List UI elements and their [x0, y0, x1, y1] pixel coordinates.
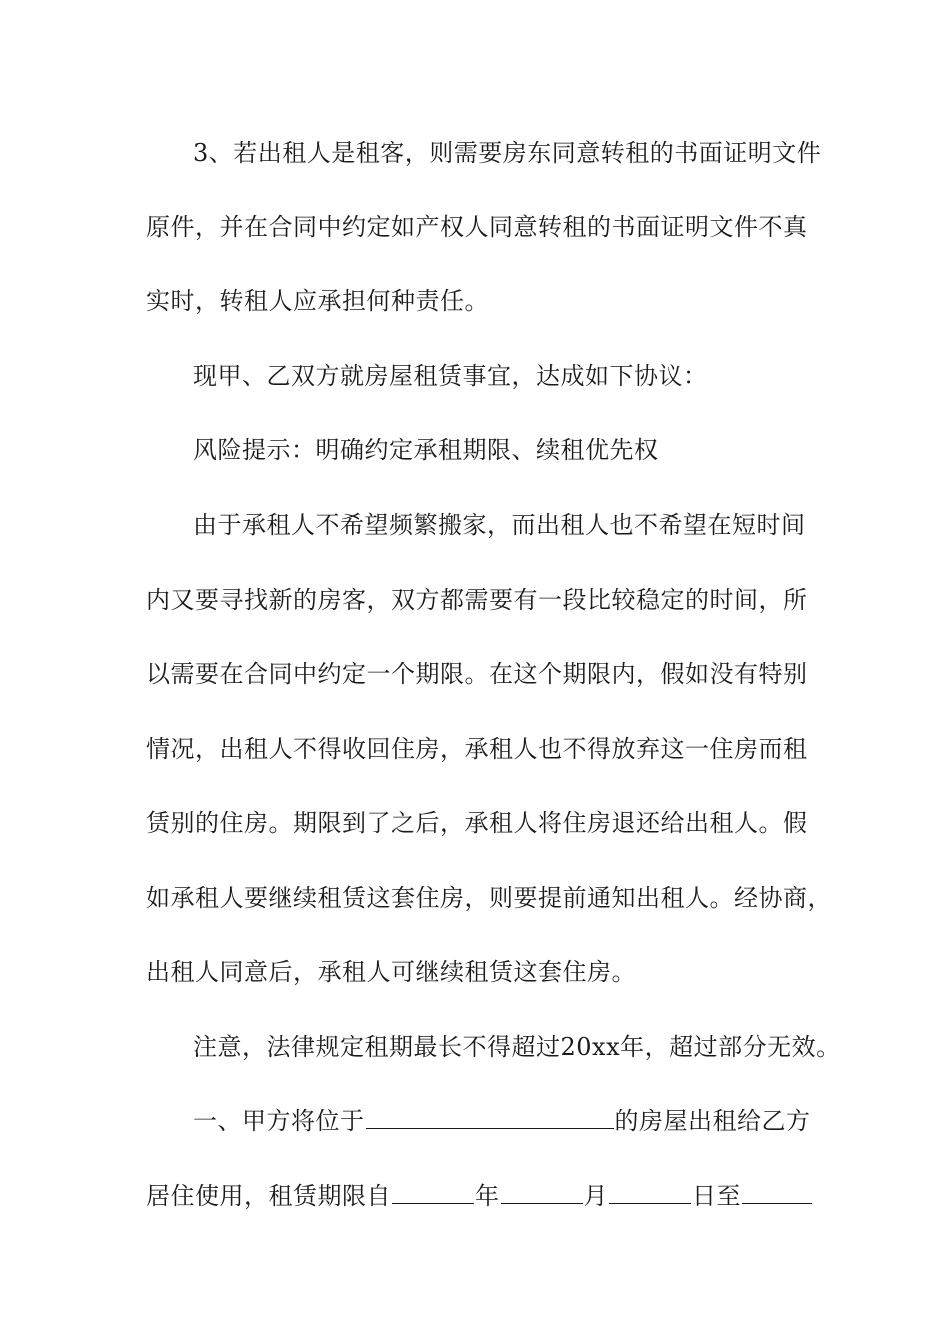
- paragraph-line: 如承租人要继续租赁这套住房，则要提前通知出租人。经协商，: [146, 884, 832, 912]
- start-month-blank[interactable]: [501, 1181, 583, 1204]
- paragraph-line: 出租人同意后，承租人可继续租赁这套住房。: [146, 958, 636, 986]
- term-prefix: 居住使用，租赁期限自: [146, 1182, 391, 1210]
- day-to-label: 日至: [692, 1182, 741, 1210]
- year-label: 年: [475, 1182, 500, 1210]
- month-label: 月: [583, 1182, 608, 1210]
- clause-line: [146, 1181, 813, 1211]
- paragraph-line: 原件，并在合同中约定如产权人同意转租的书面证明文件不真: [146, 213, 808, 241]
- start-day-blank[interactable]: [609, 1181, 691, 1204]
- paragraph-line: 以需要在合同中约定一个期限。在这个期限内，假如没有特别: [146, 660, 808, 688]
- paragraph-line: 赁别的住房。期限到了之后，承租人将住房退还给出租人。假: [146, 809, 808, 837]
- paragraph-line: 由于承租人不希望频繁搬家，而出租人也不希望在短时间: [193, 511, 806, 539]
- paragraph-line: 注意，法律规定租期最长不得超过20xx年，超过部分无效。: [193, 1033, 841, 1061]
- paragraph-line: 情况，出租人不得收回住房，承租人也不得放弃这一住房而租: [146, 735, 808, 763]
- clause-line: [193, 1106, 811, 1136]
- paragraph-line: 现甲、乙双方就房屋租赁事宜，达成如下协议：: [193, 362, 708, 390]
- paragraph-line: 内又要寻找新的房客，双方都需要有一段比较稳定的时间，所: [146, 586, 808, 614]
- start-year-blank[interactable]: [392, 1181, 474, 1204]
- paragraph-line: 实时，转租人应承担何种责任。: [146, 287, 489, 315]
- clause-prefix: 一、甲方将位于: [193, 1107, 365, 1135]
- end-year-blank[interactable]: [742, 1181, 812, 1204]
- paragraph-line: 3、若出租人是租客，则需要房东同意转租的书面证明文件: [193, 139, 822, 167]
- clause-suffix: 的房屋出租给乙方: [614, 1107, 811, 1135]
- address-blank[interactable]: [366, 1106, 614, 1129]
- paragraph-line: 风险提示：明确约定承租期限、续租优先权: [193, 436, 659, 464]
